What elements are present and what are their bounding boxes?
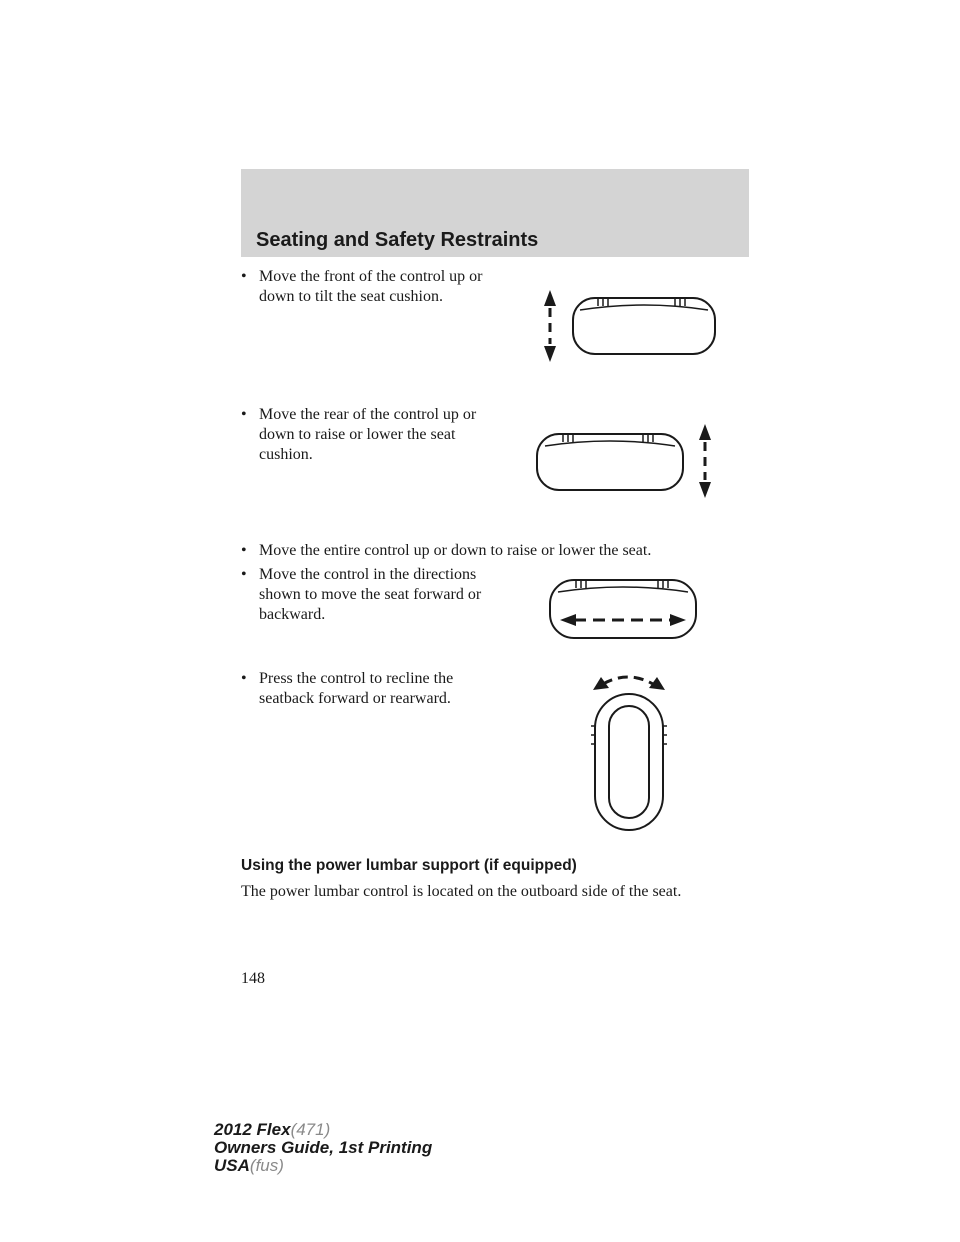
bullet: • [241,566,247,583]
footer-line-model: 2012 Flex(471) [214,1120,331,1139]
list-item [241,267,511,307]
item-text: Move the control in the directions shown to move the seat forward or backward. [259,566,482,623]
bullet: • [241,268,247,285]
lumbar-body: The power lumbar control is located on the outboard side of the seat. [241,883,682,900]
bullet: • [241,670,247,687]
bullet: • [241,542,247,559]
tilt-cushion-control-icon [540,286,720,366]
footer-line-guide: Owners Guide, 1st Printing [214,1138,433,1157]
footer [214,1121,432,1175]
list-item [241,405,511,465]
fore-aft-control-icon [548,578,698,642]
item-text: Press the control to recline the seatback forward or rearward. [259,670,454,707]
item-text: Move the entire control up or down to raise or lower the seat. [259,542,652,559]
page-number: 148 [241,970,265,987]
raise-cushion-control-icon [535,424,725,500]
list-item [241,541,761,561]
list-item [241,669,511,709]
item-text: Move the rear of the control up or down to raise or lower the seat cushion. [259,406,477,463]
section-title: Seating and Safety Restraints [256,229,539,251]
lumbar-heading: Using the power lumbar support (if equipped) [241,857,577,874]
footer-line-market: USA(fus) [214,1156,284,1175]
item-text: Move the front of the control up or down to tilt the seat cushion. [259,268,483,305]
list-item [241,565,511,625]
recline-control-icon [585,668,675,833]
bullet: • [241,406,247,423]
